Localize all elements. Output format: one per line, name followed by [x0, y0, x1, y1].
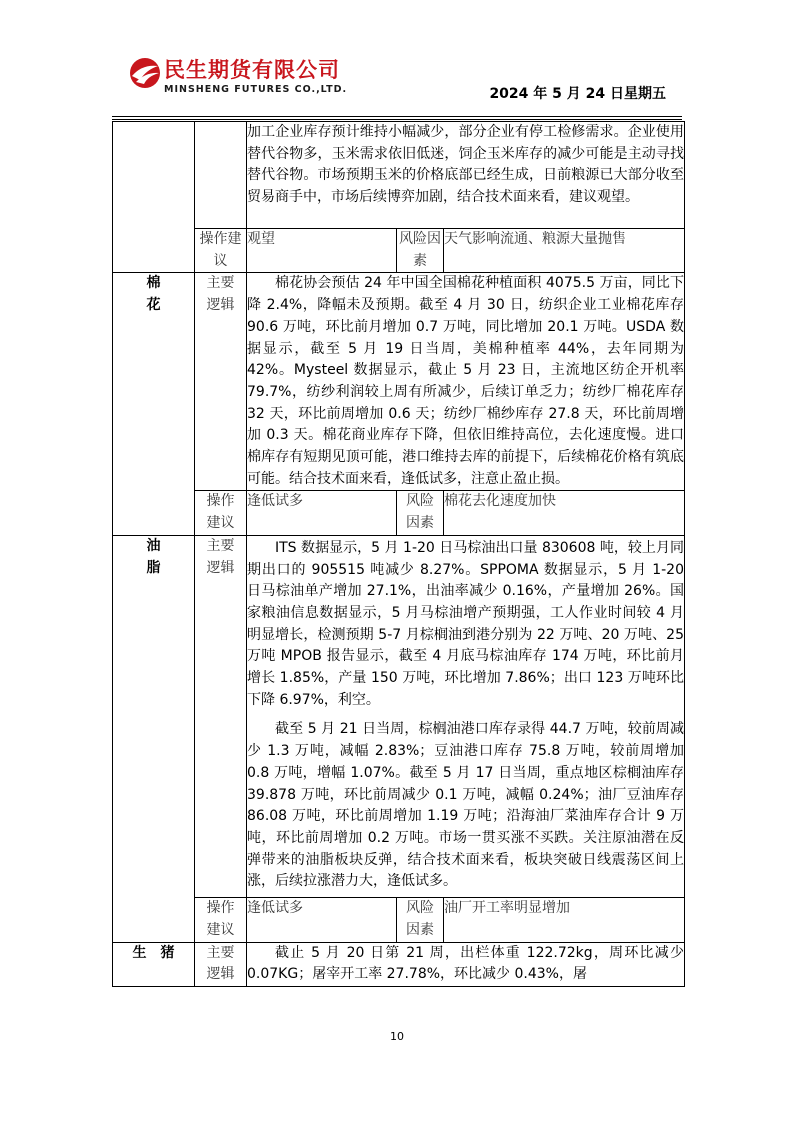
corn-op-value: 观望 — [247, 229, 397, 273]
corn-logic-row — [113, 122, 685, 229]
oils-category-cell — [113, 535, 195, 942]
report-date: 2024 年 5 月 24 日星期五 — [489, 86, 666, 102]
hog-logic-label — [195, 942, 247, 986]
corn-logic-label-cell — [195, 122, 247, 229]
cotton-logic-text — [247, 273, 685, 491]
company-logo — [128, 54, 368, 104]
hog-category-cell — [113, 942, 195, 986]
oils-logic-paragraph-1: ITS 数据显示，5 月 1-20 日马棕油出口量 830608 吨，较上月同期出口的 905515 吨减少 8.27%。SPPOMA 数据显示，5 月 1-20 日马棕油单产增加 27.1%，出油率减少 0.16%，产量增加 26%。国家粮油信息数据显示，5 月马棕油增产预期强，工人作业时间较 4 月明显增长，检测预期 5-7 月棕榈油到港分别为 22 万吨、20 万吨、25 万吨 MPOB 报告显示，截至 4 月底马棕油库存 174 万吨，环比前月增长 1.85%，产量 150 万吨，环比增加 7.86%；出口 123 万吨环比下降 6.97%，利空。 — [247, 539, 684, 708]
cotton-logic-label-text: 主要逻辑 — [206, 275, 235, 314]
oils-logic-text — [247, 535, 685, 897]
corn-operation-row — [113, 229, 685, 273]
header-rule — [112, 116, 682, 117]
corn-category-cell — [113, 122, 195, 273]
minsheng-logo-icon — [128, 56, 162, 90]
oils-category-label: 油脂 — [146, 537, 161, 576]
hog-category-label: 生 猪 — [132, 944, 175, 961]
cotton-category-label: 棉花 — [146, 275, 161, 314]
corn-logic-text — [247, 122, 685, 229]
cotton-op-value: 逢低试多 — [247, 491, 397, 535]
oils-logic-label — [195, 535, 247, 897]
cotton-logic-row — [113, 273, 685, 491]
corn-logic-paragraph: 加工企业库存预计维持小幅减少，部分企业有停工检修需求。企业使用替代谷物多，玉米需求依旧低迷，饲企玉米库存的减少可能是主动寻找替代谷物。市场预期玉米的价格底部已经生成，日前粮源已大部分收至贸易商手中，市场后续博弈加剧，结合技术面来看，建议观望。 — [247, 124, 684, 206]
oils-op-value: 逢低试多 — [247, 898, 397, 942]
oils-operation-row — [113, 898, 685, 942]
oils-op-label — [195, 898, 247, 942]
company-name-cn: 民生期货有限公司 — [164, 58, 340, 82]
cotton-risk-label-text: 风险因素 — [406, 493, 434, 532]
cotton-logic-paragraph: 棉花协会预估 24 年中国全国棉花种植面积 4075.5 万亩，同比下降 2.4%，降幅未及预期。截至 4 月 30 日，纺织企业工业棉花库存 90.6 万吨，环比前月增加 0.7 万吨，同比增加 20.1 万吨。USDA 数据显示，截至 5 月 19 日当周，美棉种植率 44%，去年同期为 42%。Mysteel 数据显示，截止 5 月 23 日，主流地区纺企开机率 79.7%，纺纱利润较上周有所减少，后续订单乏力；纺纱厂棉花库存 32 天，环比前周增加 0.6 天；纺纱厂棉纱库存 27.8 天，环比前周增加 0.3 天。棉花商业库存下降，但依旧维持高位，去化速度慢。进口棉库存有短期见顶可能，港口维持去库的前提下，后续棉花价格有筑底可能。结合技术面来看，逢低试多，注意止盈止损。 — [247, 275, 684, 487]
corn-op-label: 操作建议 — [195, 229, 247, 273]
page-header — [0, 0, 794, 118]
hog-logic-label-text: 主要逻辑 — [206, 944, 235, 983]
oils-risk-label-text: 风险因素 — [406, 900, 434, 938]
hog-logic-paragraph: 截止 5 月 20 日第 21 周，出栏体重 122.72kg，周环比减少 0.07KG；屠宰开工率 27.78%，环比减少 0.43%，屠 — [247, 944, 684, 983]
company-name-en: MINSHENG FUTURES CO.,LTD. — [164, 84, 348, 95]
oils-risk-value: 油厂开工率明显增加 — [444, 898, 685, 942]
cotton-category-cell — [113, 273, 195, 535]
report-table — [112, 121, 685, 987]
hog-logic-row — [113, 942, 685, 986]
cotton-op-label — [195, 491, 247, 535]
oils-logic-row — [113, 535, 685, 897]
corn-risk-label: 风险因素 — [397, 229, 444, 273]
oils-risk-label — [397, 898, 444, 942]
oils-logic-label-text: 主要逻辑 — [206, 537, 235, 576]
hog-logic-text — [247, 942, 685, 986]
header-rule-thin — [112, 119, 682, 120]
oils-logic-paragraph-2: 截至 5 月 21 日当周，棕榈油港口库存录得 44.7 万吨，较前周减少 1.3 万吨，减幅 2.83%；豆油港口库存 75.8 万吨，较前周增加 0.8 万吨，增幅 1.07%。截至 5 月 17 日当周，重点地区棕榈油库存 39.878 万吨，环比前周减少 0.1 万吨，减幅 0.24%；油厂豆油库存 86.08 万吨，环比前周增加 1.19 万吨；沿海油厂菜油库存合计 9 万吨，环比前周增加 0.2 万吨。市场一贯买涨不买跌。关注原油潜在反弹带来的油脂板块反弹，结合技术面来看，板块突破日线震荡区间上涨，后续拉涨潜力大，逢低试多。 — [247, 721, 684, 890]
page-number: 10 — [390, 1030, 404, 1043]
oils-op-label-text: 操作建议 — [206, 900, 235, 938]
cotton-risk-label — [397, 491, 444, 535]
cotton-op-label-text: 操作建议 — [206, 493, 235, 532]
corn-risk-value: 天气影响流通、粮源大量抛售 — [444, 229, 685, 273]
cotton-risk-value: 棉花去化速度加快 — [444, 491, 685, 535]
cotton-operation-row — [113, 491, 685, 535]
cotton-logic-label — [195, 273, 247, 491]
